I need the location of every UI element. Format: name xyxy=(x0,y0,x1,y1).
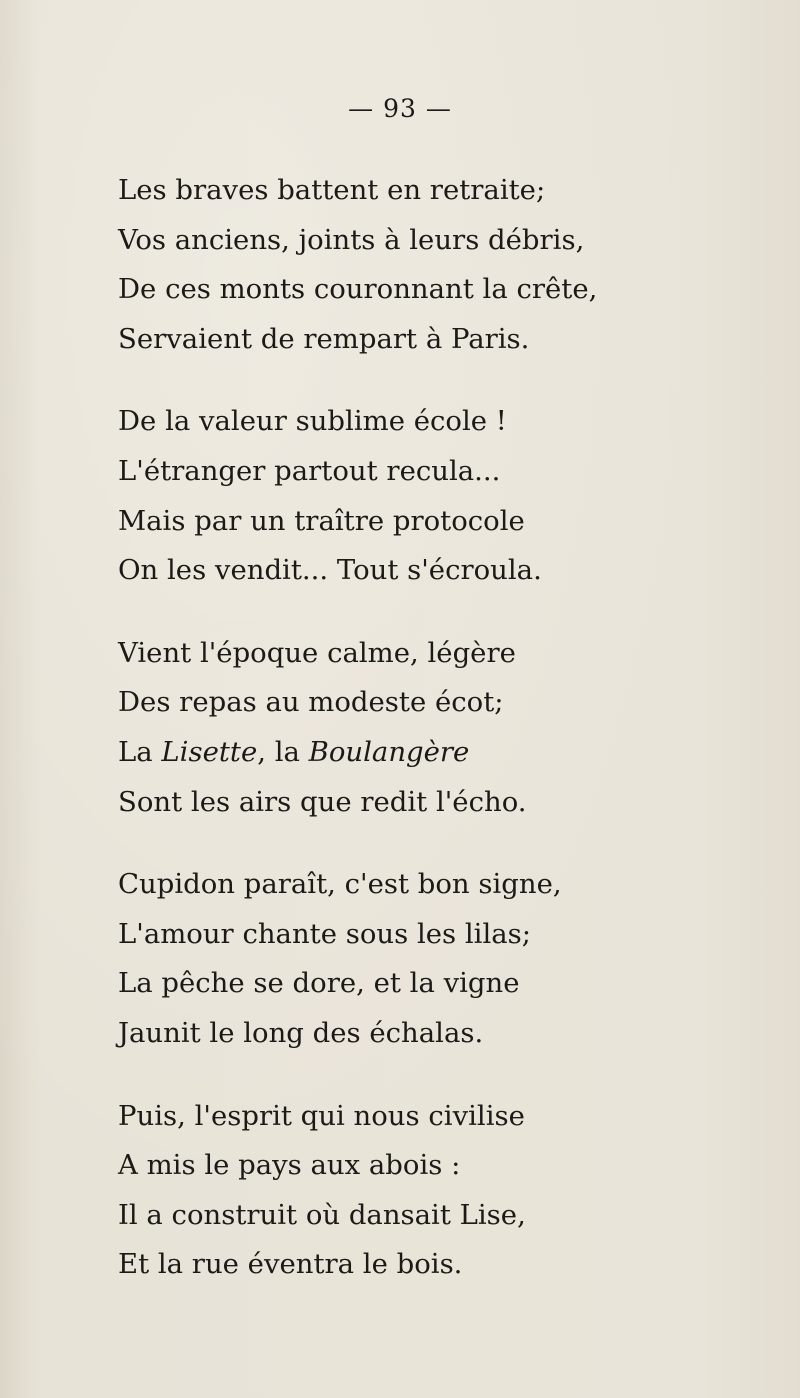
verse-line: L'amour chante sous les lilas; xyxy=(118,917,532,950)
verse-line: Et la rue éventra le bois. xyxy=(118,1248,463,1281)
verse-line: L'étranger partout recula... xyxy=(118,454,501,487)
stanza-5 xyxy=(118,1092,758,1290)
verse-line-with-titles xyxy=(118,728,758,778)
verse-line: Servaient de rempart à Paris. xyxy=(118,322,530,355)
verse-line: Vient l'époque calme, légère xyxy=(118,636,516,669)
verse-line: Puis, l'esprit qui nous civilise xyxy=(118,1099,525,1132)
verse-line: De la valeur sublime école ! xyxy=(118,405,507,438)
stanza-4 xyxy=(118,860,758,1058)
page-number: — 93 — xyxy=(348,94,452,123)
stanza-2 xyxy=(118,397,758,595)
poem xyxy=(118,166,758,1323)
verse-line: La pêche se dore, et la vigne xyxy=(118,967,520,1000)
verse-line: A mis le pays aux abois : xyxy=(118,1149,461,1182)
verse-line: Mais par un traître protocole xyxy=(118,504,525,537)
stanza-1 xyxy=(118,166,758,364)
song-title-lisette: Lisette xyxy=(161,735,258,768)
verse-line: Des repas au modeste écot; xyxy=(118,686,504,719)
verse-line: Sont les airs que redit l'écho. xyxy=(118,785,527,818)
song-title-boulangere: Boulangère xyxy=(308,735,470,768)
verse-line: Jaunit le long des échalas. xyxy=(118,1016,484,1049)
verse-line: On les vendit... Tout s'écroula. xyxy=(118,554,542,587)
verse-line: Vos anciens, joints à leurs débris, xyxy=(118,223,585,256)
verse-line: Les braves battent en retraite; xyxy=(118,174,546,206)
verse-text: , la xyxy=(257,735,309,768)
verse-text: La xyxy=(118,735,162,768)
verse-line: Il a construit où dansait Lise, xyxy=(118,1198,526,1231)
verse-line: De ces monts couronnant la crête, xyxy=(118,273,598,306)
verse-line: Cupidon paraît, c'est bon signe, xyxy=(118,868,562,901)
stanza-3 xyxy=(118,629,758,827)
